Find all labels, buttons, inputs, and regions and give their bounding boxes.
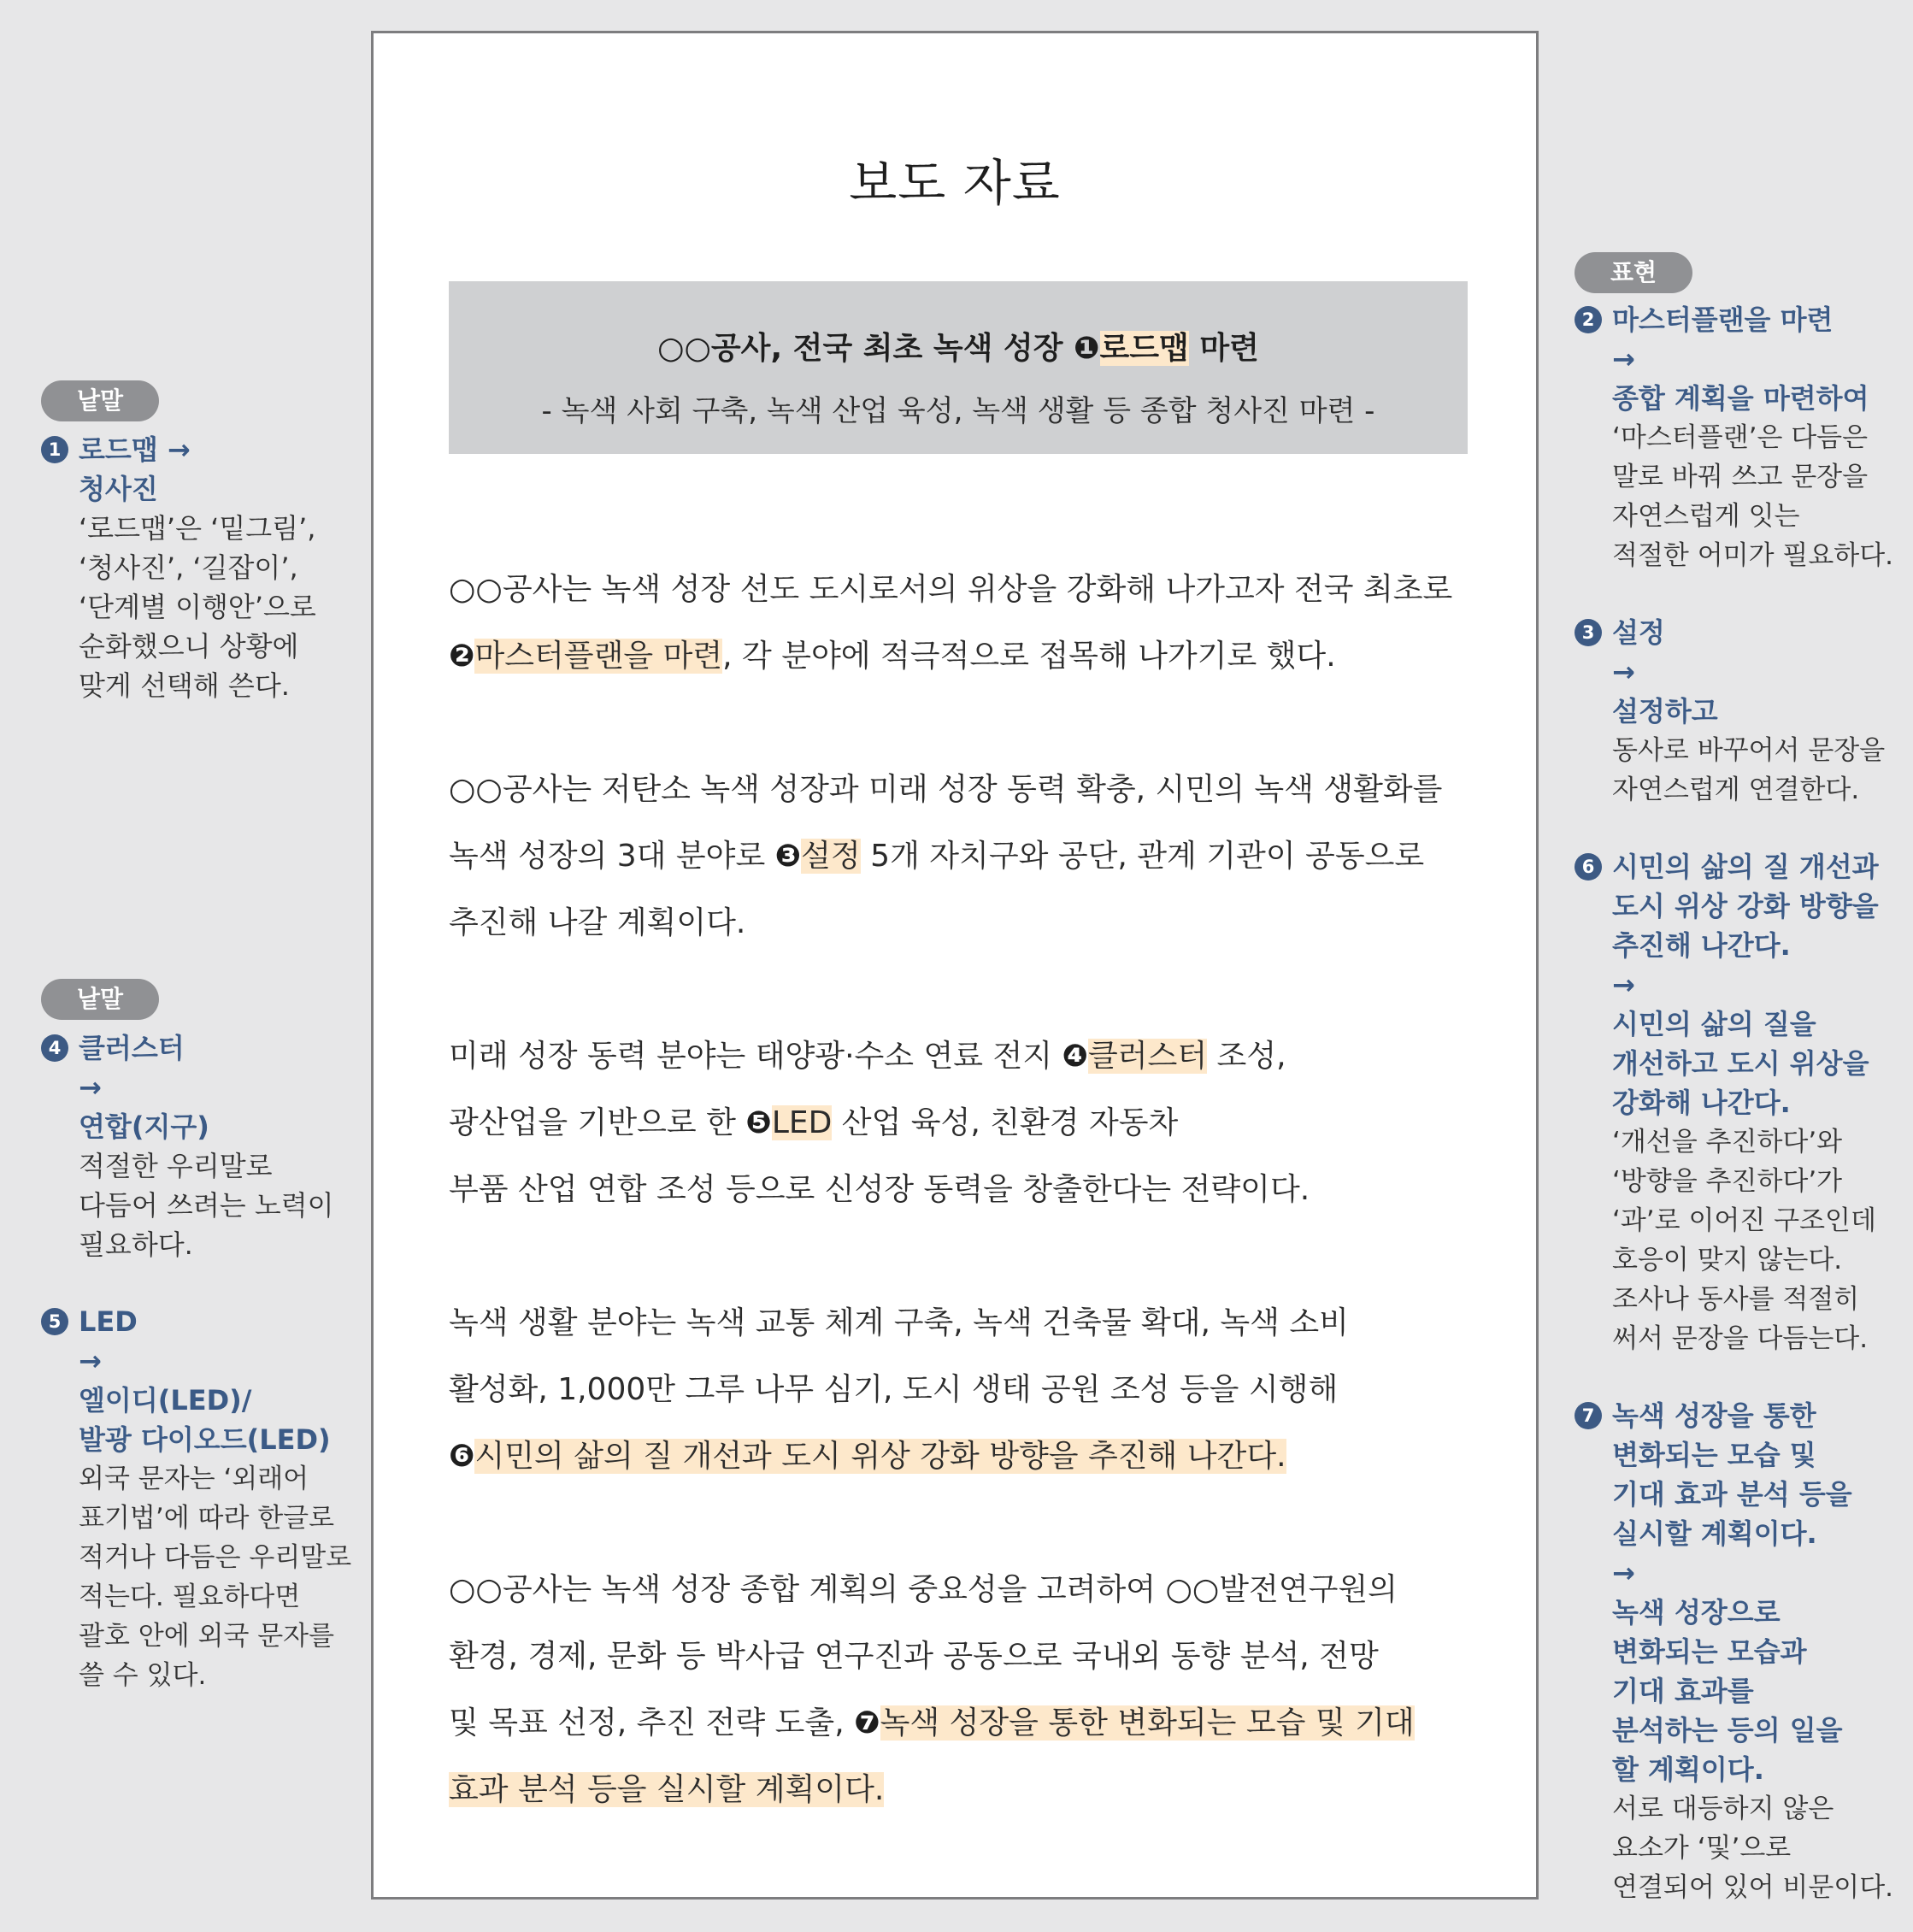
number-4-icon: 4 bbox=[41, 1034, 68, 1062]
paragraph-1 bbox=[449, 557, 1483, 690]
highlight-green-growth-cont: 효과 분석 등을 실시할 계획이다. bbox=[449, 1772, 885, 1807]
revised-line: 변화되는 모습과 bbox=[1612, 1635, 1807, 1668]
revised-line: 녹색 성장으로 bbox=[1612, 1596, 1781, 1629]
arrow-icon: → bbox=[79, 1071, 102, 1104]
right-notes bbox=[1575, 251, 1908, 1907]
note-1-revised: 청사진 bbox=[79, 473, 158, 505]
text-run: 5개 자치구와 공단, 관계 기관이 공동으로 bbox=[860, 839, 1425, 874]
desc-line: 맞게 선택해 쓴다. bbox=[79, 669, 290, 702]
text-run: , 각 분야에 적극적으로 접목해 나가기로 했다. bbox=[722, 639, 1336, 674]
press-release-page bbox=[371, 31, 1539, 1900]
highlight-led: LED bbox=[771, 1105, 833, 1140]
marker-3: ❸ bbox=[774, 839, 802, 874]
marker-7: ❼ bbox=[854, 1705, 880, 1741]
desc-line: ‘과’로 이어진 구조인데 bbox=[1612, 1205, 1876, 1236]
paragraph-line: 추진해 나갈 계획이다. bbox=[449, 905, 746, 940]
revised-line: 개선하고 도시 위상을 bbox=[1612, 1047, 1869, 1080]
tag-word: 낱말 bbox=[41, 979, 159, 1020]
desc-line: 적절한 우리말로 bbox=[79, 1150, 273, 1182]
paragraph-5 bbox=[449, 1557, 1483, 1823]
arrow-icon: → bbox=[79, 1345, 102, 1377]
arrow-icon: → bbox=[1612, 656, 1635, 688]
note-1-original: 로드맵 → bbox=[79, 433, 191, 466]
desc-line: 조사나 동사를 적절히 bbox=[1612, 1284, 1860, 1315]
desc-line: 쓸 수 있다. bbox=[79, 1660, 207, 1691]
paragraph-3 bbox=[449, 1023, 1483, 1223]
note-6-desc bbox=[1575, 1122, 1908, 1358]
marker-5: ❺ bbox=[745, 1105, 772, 1140]
left-notes-bottom bbox=[41, 978, 374, 1695]
text-run: 미래 성장 동력 분야는 태양광·수소 연료 전지 bbox=[449, 1039, 1062, 1074]
note-3-original: 설정 bbox=[1612, 616, 1665, 649]
desc-line: ‘청사진’, ‘길잡이’, bbox=[79, 551, 298, 584]
highlight-citizen-life: 시민의 삶의 질 개선과 도시 위상 강화 방향을 추진해 나간다. bbox=[474, 1439, 1286, 1474]
headline bbox=[449, 324, 1468, 368]
note-6 bbox=[1575, 847, 1908, 1358]
left-notes-top bbox=[41, 380, 366, 705]
desc-line: 적거나 다듬은 우리말로 bbox=[79, 1542, 352, 1573]
note-5 bbox=[41, 1302, 374, 1695]
subheadline: - 녹색 사회 구축, 녹색 산업 육성, 녹색 생활 등 종합 청사진 마련 - bbox=[541, 394, 1375, 428]
note-3-desc bbox=[1575, 731, 1908, 810]
note-4 bbox=[41, 1028, 374, 1264]
desc-line: ‘로드맵’은 ‘밑그림’, bbox=[79, 512, 316, 545]
arrow-icon: → bbox=[1612, 969, 1635, 1001]
headline-end: 마련 bbox=[1188, 331, 1259, 366]
desc-line: 연결되어 있어 비문이다. bbox=[1612, 1872, 1894, 1903]
desc-line: ‘방향을 추진하다’가 bbox=[1612, 1166, 1843, 1197]
paragraph-2 bbox=[449, 757, 1483, 957]
note-7 bbox=[1575, 1396, 1908, 1907]
text-run: 산업 육성, 친환경 자동차 bbox=[832, 1105, 1179, 1140]
desc-line: 자연스럽게 잇는 bbox=[1612, 501, 1800, 532]
arrow-icon: → bbox=[1612, 343, 1635, 375]
page-title: 보도 자료 bbox=[849, 154, 1061, 212]
desc-line: 외국 문자는 ‘외래어 bbox=[79, 1464, 309, 1494]
number-2-icon: 2 bbox=[1575, 306, 1602, 333]
note-4-desc bbox=[41, 1146, 374, 1264]
desc-line: 필요하다. bbox=[79, 1228, 193, 1261]
number-1-icon: 1 bbox=[41, 436, 68, 463]
original-line: 도시 위상 강화 방향을 bbox=[1612, 890, 1879, 922]
desc-line: ‘개선을 추진하다’와 bbox=[1612, 1127, 1843, 1157]
text-run: 녹색 성장의 3대 분야로 bbox=[449, 839, 775, 874]
highlight-setting: 설정 bbox=[801, 839, 861, 874]
revised-line: 분석하는 등의 일을 bbox=[1612, 1714, 1843, 1746]
highlight-roadmap: 로드맵 bbox=[1099, 331, 1189, 366]
highlight-masterplan: 마스터플랜을 마련 bbox=[474, 639, 723, 674]
desc-line: 적절한 어미가 필요하다. bbox=[1612, 540, 1894, 571]
original-line: 추진해 나간다. bbox=[1612, 929, 1791, 962]
desc-line: 호응이 맞지 않는다. bbox=[1612, 1245, 1843, 1275]
note-7-original bbox=[1575, 1396, 1908, 1553]
text-run: 및 목표 선정, 추진 전략 도출, bbox=[449, 1705, 855, 1741]
paragraph-line: ○○공사는 녹색 성장 선도 도시로서의 위상을 강화해 나가고자 전국 최초로 bbox=[449, 572, 1453, 607]
note-5-desc bbox=[41, 1459, 374, 1695]
text-run: 광산업을 기반으로 한 bbox=[449, 1105, 746, 1140]
desc-line: 순화했으니 상황에 bbox=[79, 630, 299, 663]
desc-line: ‘마스터플랜’은 다듬은 bbox=[1612, 422, 1869, 453]
note-7-revised bbox=[1575, 1593, 1908, 1789]
note-2-revised: 종합 계획을 마련하여 bbox=[1612, 382, 1869, 415]
note-1-desc bbox=[41, 509, 366, 705]
note-5-original: LED bbox=[79, 1305, 138, 1338]
note-3-revised: 설정하고 bbox=[1612, 695, 1718, 727]
number-7-icon: 7 bbox=[1575, 1402, 1602, 1429]
paragraph-line bbox=[449, 823, 1483, 890]
original-line: 녹색 성장을 통한 bbox=[1612, 1399, 1816, 1432]
original-line: 시민의 삶의 질 개선과 bbox=[1612, 851, 1879, 883]
paragraph-line bbox=[449, 1757, 1483, 1823]
desc-line: 서로 대등하지 않은 bbox=[1612, 1794, 1834, 1824]
desc-line: ‘단계별 이행안’으로 bbox=[79, 591, 316, 623]
paragraph-4 bbox=[449, 1290, 1483, 1490]
note-3 bbox=[1575, 613, 1908, 810]
desc-line: 자연스럽게 연결한다. bbox=[1612, 775, 1860, 805]
paragraph-line: ○○공사는 저탄소 녹색 성장과 미래 성장 동력 확충, 시민의 녹색 생활화를 bbox=[449, 772, 1443, 807]
marker-1: ❶ bbox=[1074, 331, 1100, 366]
note-7-desc bbox=[1575, 1789, 1908, 1907]
marker-2: ❷ bbox=[449, 639, 475, 674]
headline-text: ○○공사, 전국 최초 녹색 성장 bbox=[657, 331, 1074, 366]
revised-line: 할 계획이다. bbox=[1612, 1753, 1764, 1786]
number-5-icon: 5 bbox=[41, 1308, 68, 1335]
revised-line: 기대 효과를 bbox=[1612, 1675, 1754, 1707]
number-6-icon: 6 bbox=[1575, 853, 1602, 881]
desc-line: 적는다. 필요하다면 bbox=[79, 1582, 301, 1612]
paragraph-line bbox=[449, 1090, 1483, 1157]
paragraph-line: 부품 산업 연합 조성 등으로 신성장 동력을 창출한다는 전략이다. bbox=[449, 1172, 1310, 1207]
tag-expression: 표현 bbox=[1575, 252, 1692, 293]
highlight-green-growth: 녹색 성장을 통한 변화되는 모습 및 기대 bbox=[880, 1705, 1415, 1741]
note-6-original bbox=[1575, 847, 1908, 965]
paragraph-line: 녹색 생활 분야는 녹색 교통 체계 구축, 녹색 건축물 확대, 녹색 소비 bbox=[449, 1305, 1349, 1340]
tag-word: 낱말 bbox=[41, 380, 159, 421]
desc-line: 말로 바꿔 쓰고 문장을 bbox=[1612, 462, 1869, 492]
note-6-revised bbox=[1575, 1004, 1908, 1122]
desc-line: 써서 문장을 다듬는다. bbox=[1612, 1323, 1869, 1354]
original-line: 변화되는 모습 및 bbox=[1612, 1439, 1816, 1471]
paragraph-line bbox=[449, 1023, 1483, 1090]
highlight-cluster: 클러스터 bbox=[1088, 1039, 1208, 1074]
paragraph-line bbox=[449, 1690, 1483, 1757]
note-2 bbox=[1575, 300, 1908, 575]
desc-line: 표기법’에 따라 한글로 bbox=[79, 1503, 335, 1534]
note-4-revised: 연합(지구) bbox=[79, 1110, 209, 1143]
number-3-icon: 3 bbox=[1575, 619, 1602, 646]
note-1 bbox=[41, 430, 366, 705]
note-4-original: 클러스터 bbox=[79, 1032, 185, 1064]
desc-line: 요소가 ‘및’으로 bbox=[1612, 1833, 1792, 1864]
paragraph-line bbox=[449, 623, 1483, 690]
desc-line: 괄호 안에 외국 문자를 bbox=[79, 1621, 335, 1652]
note-2-desc bbox=[1575, 418, 1908, 575]
marker-6: ❻ bbox=[449, 1439, 475, 1474]
marker-4: ❹ bbox=[1062, 1039, 1088, 1074]
original-line: 실시할 계획이다. bbox=[1612, 1517, 1817, 1550]
revised-line: 시민의 삶의 질을 bbox=[1612, 1008, 1816, 1040]
paragraph-line: 활성화, 1,000만 그루 나무 심기, 도시 생태 공원 조성 등을 시행해 bbox=[449, 1372, 1339, 1407]
headline-box bbox=[449, 281, 1468, 454]
desc-line: 다듬어 쓰려는 노력이 bbox=[79, 1189, 334, 1222]
text-run: 조성, bbox=[1207, 1039, 1286, 1074]
paragraph-line: ○○공사는 녹색 성장 종합 계획의 중요성을 고려하여 ○○발전연구원의 bbox=[449, 1572, 1398, 1607]
arrow-icon: → bbox=[1612, 1557, 1635, 1589]
note-2-original: 마스터플랜을 마련 bbox=[1612, 303, 1834, 336]
paragraph-line: 환경, 경제, 문화 등 박사급 연구진과 공동으로 국내외 동향 분석, 전망 bbox=[449, 1639, 1379, 1674]
note-5-revised-1: 엘이디(LED)/ bbox=[79, 1384, 252, 1417]
paragraph-line bbox=[449, 1423, 1483, 1490]
desc-line: 동사로 바꾸어서 문장을 bbox=[1612, 735, 1886, 766]
original-line: 기대 효과 분석 등을 bbox=[1612, 1478, 1852, 1511]
note-5-revised-2: 발광 다이오드(LED) bbox=[79, 1423, 331, 1456]
revised-line: 강화해 나간다. bbox=[1612, 1087, 1791, 1119]
